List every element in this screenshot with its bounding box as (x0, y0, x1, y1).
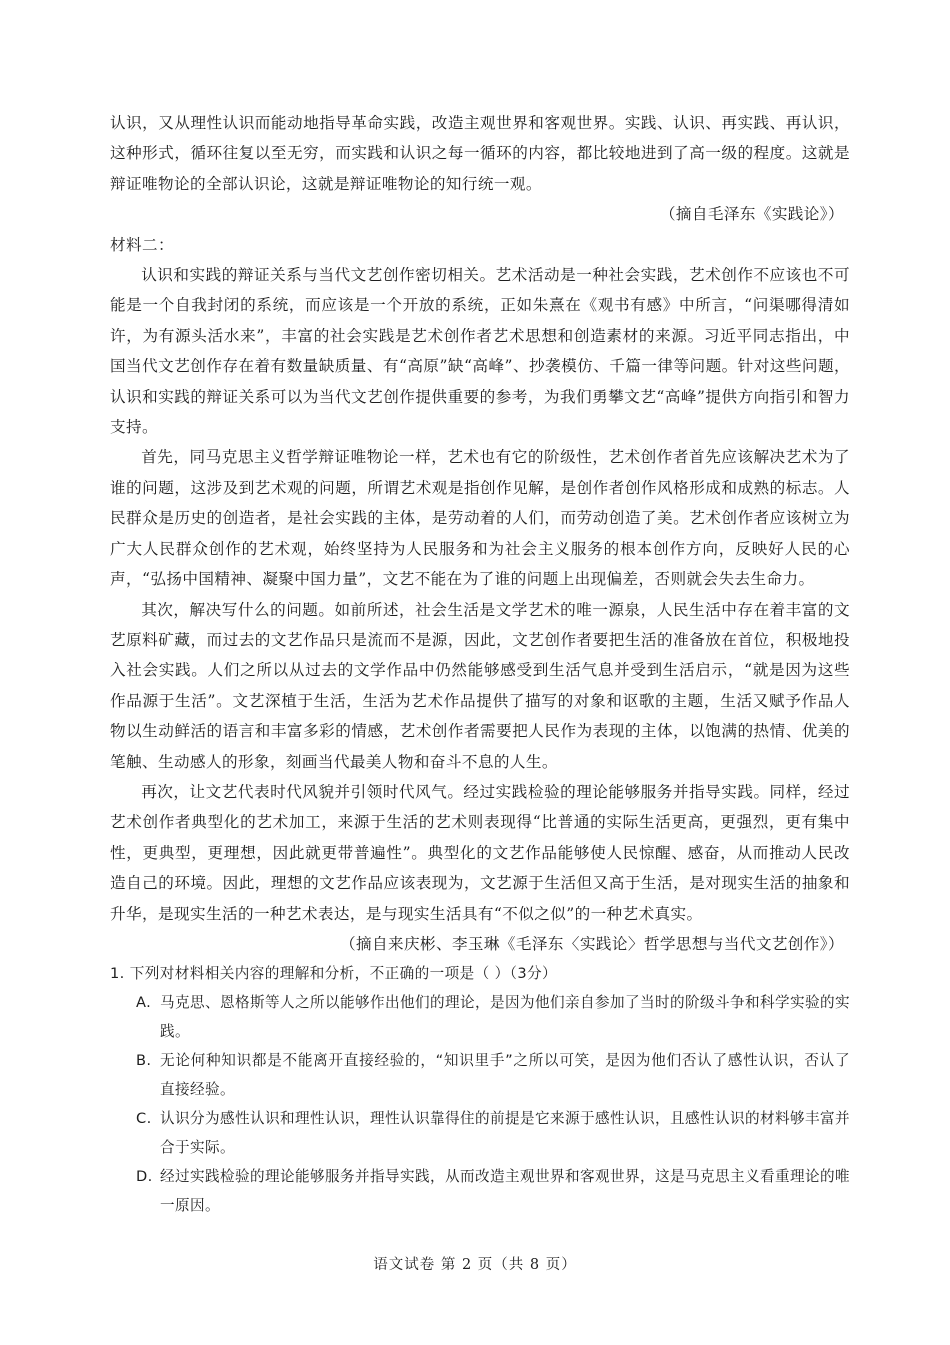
material1-tail-paragraph: 认识，又从理性认识而能动地指导革命实践，改造主观世界和客观世界。实践、认识、再实践、再认识，这种形式，循环往复以至无穷，而实践和认识之每一循环的内容，都比较地进到了高一级的程度。这就是辩证唯物论的全部认识论，这就是辩证唯物论的知行统一观。 (110, 114, 850, 193)
material2-paragraph: 认识和实践的辩证关系与当代文艺创作密切相关。艺术活动是一种社会实践，艺术创作不应该也不可能是一个自我封闭的系统，而应该是一个开放的系统，正如朱熹在《观书有感》中所言，“问渠哪得清如许，为有源头活水来”，丰富的社会实践是艺术创作者艺术思想和创造素材的来源。习近平同志指出，中国当代文艺创作存在着有数量缺质量、有“高原”缺“高峰”、抄袭模仿、千篇一律等问题。针对这些问题，认识和实践的辩证关系可以为当代文艺创作提供重要的参考，为我们勇攀文艺“高峰”提供方向指引和智力支持。 (110, 266, 850, 437)
option-a (110, 988, 850, 1046)
material2-source: （摘自来庆彬、李玉琳《毛泽东〈实践论〉哲学思想与当代文艺创作》） (339, 934, 844, 953)
option-b (110, 1046, 850, 1104)
material2-paragraph: 再次，让文艺代表时代风貌并引领时代风气。经过实践检验的理论能够服务并指导实践。同样，经过艺术创作者典型化的艺术加工，来源于生活的艺术则表现得“比普通的实际生活更高，更强烈，更有集中性，更典型，更理想，因此就更带普遍性”。典型化的文艺作品能够使人民惊醒、感奋，从而推动人民改造自己的环境。因此，理想的文艺作品应该表现为，文艺源于生活但又高于生活，是对现实生活的抽象和升华，是现实生活的一种艺术表达，是与现实生活具有“不似之似”的一种艺术真实。 (110, 782, 850, 923)
option-text: 马克思、恩格斯等人之所以能够作出他们的理论，是因为他们亲自参加了当时的阶级斗争和科学实验的实践。 (160, 994, 850, 1041)
material2-paragraph: 其次，解决写什么的问题。如前所述，社会生活是文学艺术的唯一源泉，人民生活中存在着丰富的文艺原料矿藏，而过去的文艺作品只是流而不是源，因此，文艺创作者要把生活的准备放在首位，积极地投入社会实践。人们之所以从过去的文学作品中仍然能够感受到生活气息并受到生活启示，“就是因为这些作品源于生活”。文艺深植于生活，生活为艺术作品提供了描写的对象和讴歌的主题，生活又赋予作品人物以生动鲜活的语言和丰富多彩的情感，艺术创作者需要把人民作为表现的主体，以饱满的热情、优美的笔触、生动感人的形象，刻画当代最美人物和奋斗不息的人生。 (110, 600, 850, 771)
option-d (110, 1162, 850, 1220)
option-letter: C. (136, 1110, 152, 1128)
question-1-stem: 1. 下列对材料相关内容的理解和分析，不正确的一项是（ ）（3分） (110, 965, 558, 983)
option-letter: D. (136, 1168, 153, 1186)
option-text: 无论何种知识都是不能离开直接经验的，“知识里手”之所以可笑，是因为他们否认了感性认识，否认了直接经验。 (160, 1052, 850, 1099)
option-text: 认识分为感性认识和理性认识，理性认识靠得住的前提是它来源于感性认识，且感性认识的材料够丰富并合于实际。 (160, 1110, 850, 1157)
option-letter: A. (136, 994, 152, 1012)
option-letter: B. (136, 1052, 152, 1070)
question-1 (110, 959, 850, 1220)
material2-paragraph: 首先，同马克思主义哲学辩证唯物论一样，艺术也有它的阶级性，艺术创作者首先应该解决艺术为了谁的问题，这涉及到艺术观的问题，所谓艺术观是指创作见解，是创作者创作风格形成和成熟的标志。人民群众是历史的创造者，是社会实践的主体，是劳动着的人们，而劳动创造了美。艺术创作者应该树立为广大人民群众创作的艺术观，始终坚持为人民服务和为社会主义服务的根本创作方向，反映好人民的心声，“弘扬中国精神、凝聚中国力量”，文艺不能在为了谁的问题上出现偏差，否则就会失去生命力。 (110, 448, 850, 589)
option-c (110, 1104, 850, 1162)
page-content (110, 108, 850, 1220)
material2-heading: 材料二： (110, 235, 174, 254)
question-1-options (110, 988, 850, 1220)
material1-source: （摘自毛泽东《实践论》） (659, 205, 844, 224)
page-footer: 语文试卷 第 2 页（共 8 页） (373, 1257, 577, 1273)
option-text: 经过实践检验的理论能够服务并指导实践，从而改造主观世界和客观世界，这是马克思主义看重理论的唯一原因。 (160, 1168, 850, 1215)
